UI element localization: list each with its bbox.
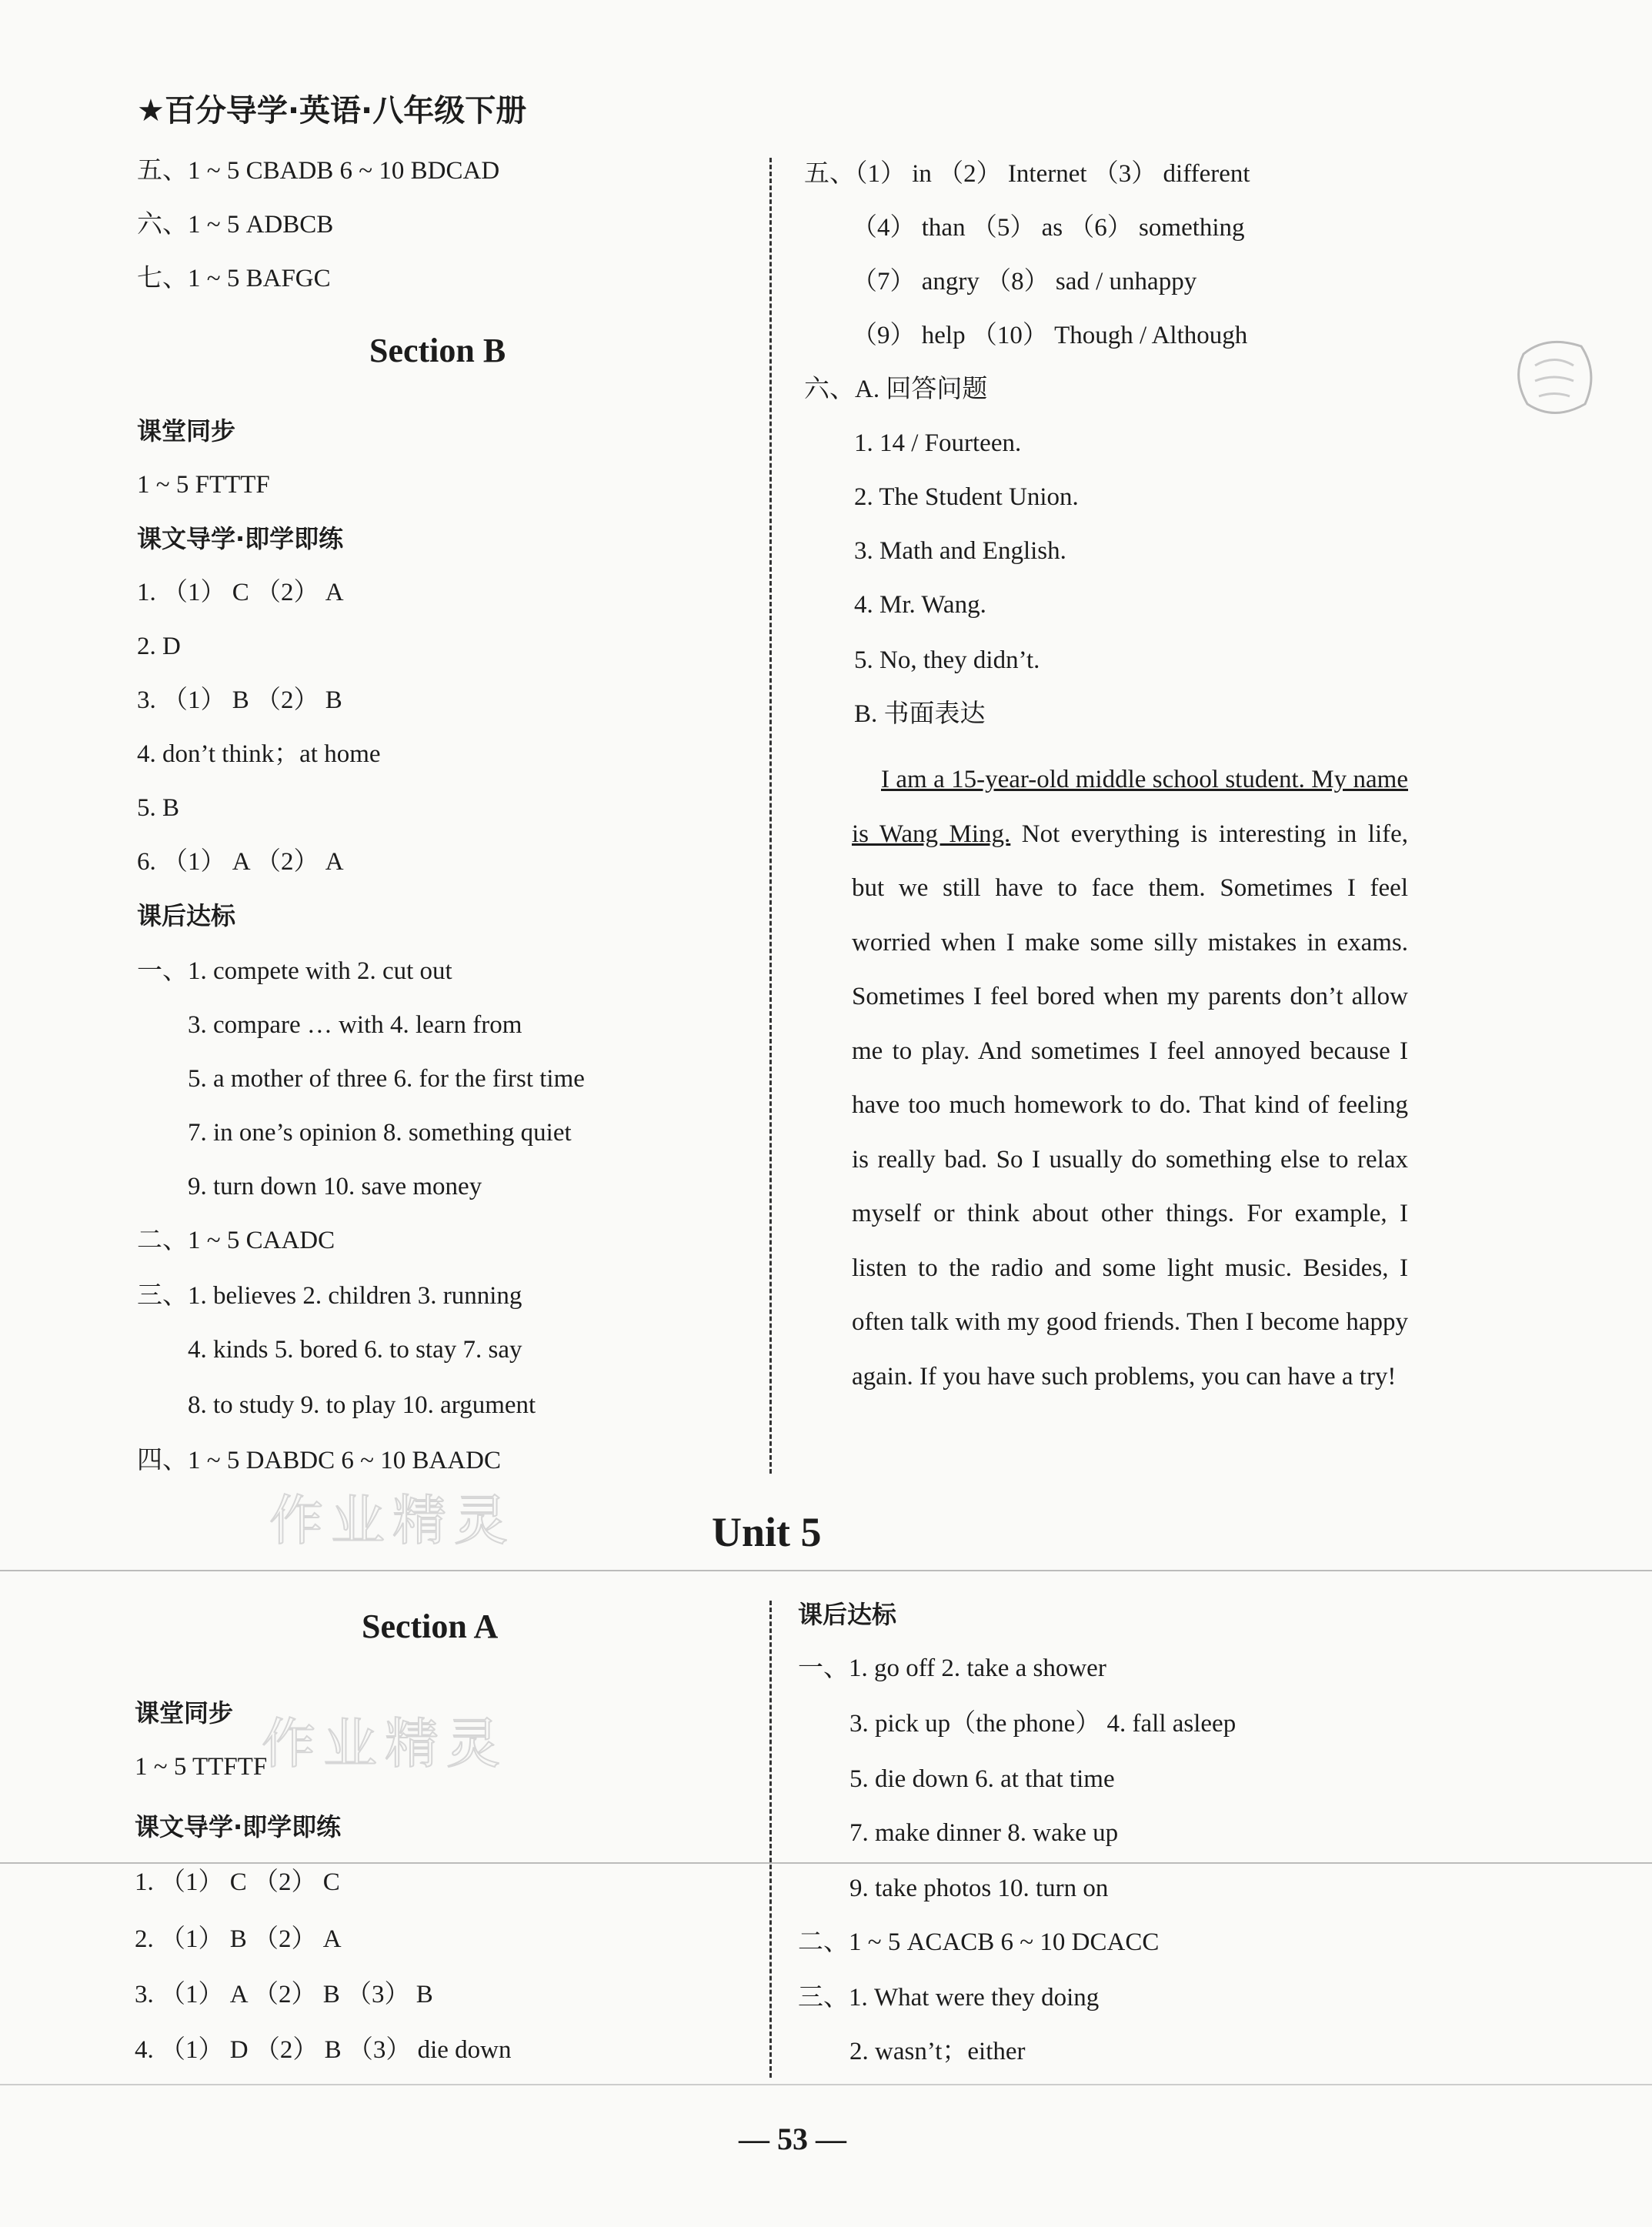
subsection-heading: 课文导学·即学即练	[137, 524, 344, 553]
answer-line: 4. kinds 5. bored 6. to stay 7. say	[188, 1336, 522, 1364]
answer-line: 六、1 ~ 5 ADBCB	[137, 211, 334, 239]
answer-line: （9） help （10） Though / Although	[852, 322, 1248, 349]
answer-line: 五、1 ~ 5 CBADB 6 ~ 10 BDCAD	[137, 157, 500, 185]
watermark: 作业精灵	[262, 1712, 508, 1775]
answer-line: 一、1. go off 2. take a shower	[798, 1654, 1106, 1682]
answer-line: 3. Math and English.	[854, 537, 1066, 565]
answer-line: 3. pick up（the phone） 4. fall asleep	[849, 1710, 1236, 1738]
answer-line: 2. The Student Union.	[854, 483, 1079, 511]
answer-line: 2. D	[137, 633, 181, 660]
stamp-icon	[1508, 331, 1599, 422]
answer-line: 1. 14 / Fourteen.	[854, 429, 1022, 457]
subsection-heading: 课文导学·即学即练	[135, 1812, 342, 1841]
subsection-heading: 课后达标	[798, 1600, 897, 1629]
column-divider	[769, 158, 772, 1474]
page-header: ★百分导学·英语·八年级下册	[137, 93, 527, 129]
answer-line: 3. compare … with 4. learn from	[188, 1011, 522, 1039]
page-number: — 53 —	[739, 2122, 846, 2156]
answer-line: 8. to study 9. to play 10. argument	[188, 1391, 536, 1419]
section-title: Section A	[362, 1608, 499, 1645]
unit-title: Unit 5	[712, 1509, 822, 1555]
answer-line: 7. make dinner 8. wake up	[849, 1819, 1119, 1847]
answer-line: 三、1. believes 2. children 3. running	[137, 1282, 522, 1310]
answer-line: 9. turn down 10. save money	[188, 1173, 482, 1200]
horizontal-rule	[0, 1862, 1652, 1864]
section-title: Section B	[369, 332, 506, 369]
answer-line: 5. No, they didn’t.	[854, 646, 1040, 674]
answer-line: 二、1 ~ 5 ACACB 6 ~ 10 DCACC	[798, 1928, 1160, 1956]
answer-line: 1. （1） C （2） C	[135, 1868, 340, 1896]
answer-line: 7. in one’s opinion 8. something quiet	[188, 1119, 572, 1147]
answer-line: 七、1 ~ 5 BAFGC	[137, 265, 331, 292]
answer-line: 三、1. What were they doing	[798, 1984, 1100, 2012]
answer-line: B. 书面表达	[854, 700, 986, 728]
answer-line: 5. B	[137, 794, 180, 822]
subsection-heading: 课堂同步	[135, 1698, 234, 1728]
answer-line: 2. wasn’t；either	[849, 2038, 1026, 2065]
answer-line: 一、1. compete with 2. cut out	[137, 957, 452, 985]
answer-line: 3. （1） A （2） B （3） B	[135, 1981, 433, 2008]
answer-line: （7） angry （8） sad / unhappy	[852, 268, 1197, 295]
answer-line: 1. （1） C （2） A	[137, 579, 344, 606]
answer-line: 六、A. 回答问题	[804, 376, 988, 403]
subsection-heading: 课堂同步	[137, 416, 236, 446]
horizontal-rule	[0, 1570, 1652, 1571]
answer-line: 2. （1） B （2） A	[135, 1925, 342, 1953]
subsection-heading: 课后达标	[137, 901, 236, 930]
answer-line: 四、1 ~ 5 DABDC 6 ~ 10 BAADC	[137, 1447, 501, 1474]
answer-line: 1 ~ 5 TTFTF	[135, 1753, 268, 1781]
watermark: 作业精灵	[269, 1489, 516, 1552]
answer-line: 4. don’t think；at home	[137, 740, 381, 768]
answer-line: 6. （1） A （2） A	[137, 848, 344, 876]
answer-line: 1 ~ 5 FTTTF	[137, 471, 270, 499]
answer-line: 4. （1） D （2） B （3） die down	[135, 2036, 512, 2064]
answer-line: 二、1 ~ 5 CAADC	[137, 1227, 335, 1254]
essay-body: Not everything is interesting in life, but we still have to face them. Sometimes I feel worried when I make some silly mistakes in exams. Sometimes I feel bored when my parents don’t allow me to play. And sometimes I feel annoyed because I have too much homework to do. That kind of feeling is really bad. So I usually do something else to relax myself or think about other things. For example, I listen to the radio and some light music. Besides, I often talk with my good friends. Then I become happy again. If you have such problems, you can have a try!	[852, 820, 1409, 1391]
answer-line: （4） than （5） as （6） something	[852, 214, 1245, 242]
answer-line: 5. a mother of three 6. for the first time	[188, 1065, 585, 1093]
essay-text	[852, 753, 1408, 1404]
horizontal-rule	[0, 2084, 1652, 2085]
answer-line: 3. （1） B （2） B	[137, 686, 342, 714]
column-divider	[769, 1601, 772, 2078]
answer-line: 五、（1） in （2） Internet （3） different	[804, 160, 1250, 188]
answer-line: 5. die down 6. at that time	[849, 1765, 1115, 1793]
essay-underlined: I am a 15-year-old middle school student. My name is Wang Ming.	[852, 766, 1408, 848]
answer-line: 4. Mr. Wang.	[854, 591, 986, 619]
answer-line: 9. take photos 10. turn on	[849, 1875, 1109, 1902]
